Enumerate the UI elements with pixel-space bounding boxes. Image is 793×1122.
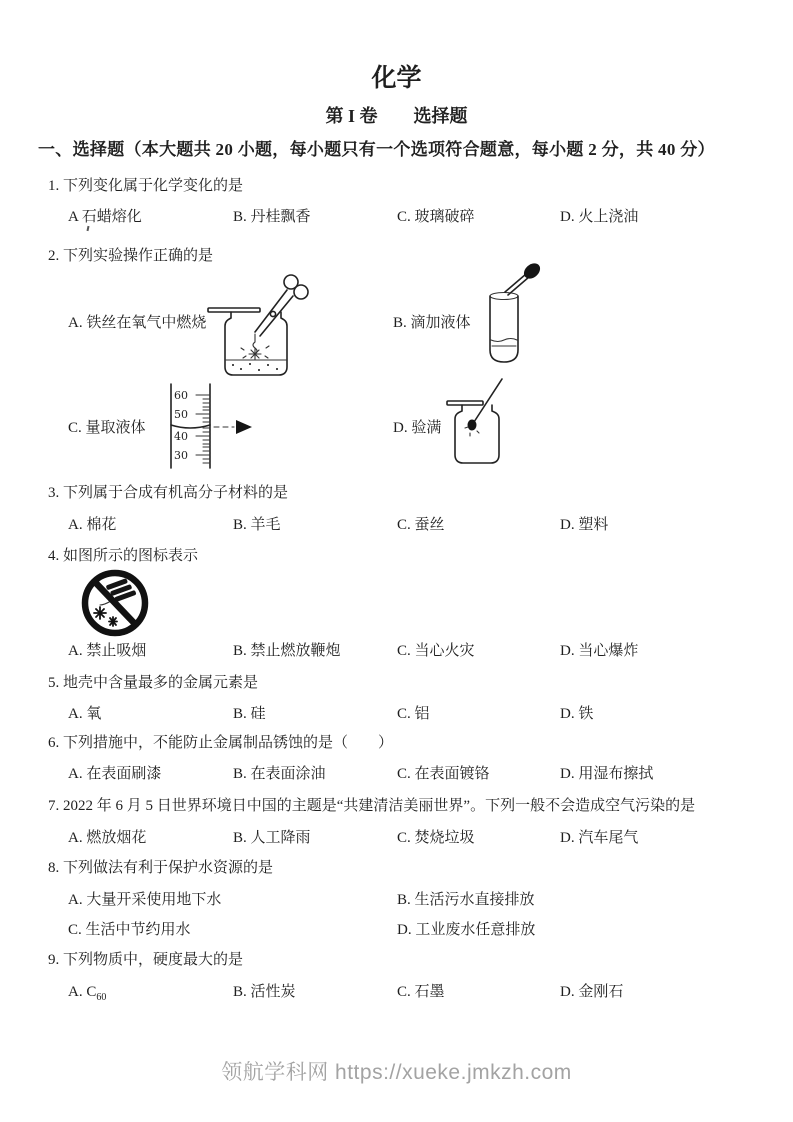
option-c: C. 玻璃破碎 — [397, 209, 475, 225]
option-a-formula: A. C — [68, 984, 97, 1000]
section-header: 一、选择题（本大题共 20 小题，每小题只有一个选项符合题意，每小题 2 分，共 40 分） — [38, 140, 715, 159]
question-text: 2. 下列实验操作正确的是 — [48, 248, 214, 264]
option-c: C. 生活中节约用水 — [68, 922, 191, 938]
option-a — [68, 982, 106, 1008]
option-b: B. 禁止燃放鞭炮 — [233, 643, 341, 659]
option-b: B. 羊毛 — [233, 517, 281, 533]
option-c: C. 蚕丝 — [397, 517, 445, 533]
option-d: D. 金刚石 — [560, 984, 624, 1000]
scale-30: 30 — [174, 449, 188, 462]
option-a: A 石蜡熔化 — [68, 209, 142, 225]
option-d: D. 铁 — [560, 706, 594, 722]
option-c: C. 石墨 — [397, 984, 445, 1000]
iron-wire-burning-diagram — [203, 264, 315, 382]
paper-part-subtitle: 第 I 卷 选择题 — [325, 106, 468, 126]
option-b: B. 活性炭 — [233, 984, 296, 1000]
question-text: 8. 下列做法有利于保护水资源的是 — [48, 860, 274, 876]
question-text: 1. 下列变化属于化学变化的是 — [48, 178, 244, 194]
option-d: D. 汽车尾气 — [560, 830, 639, 846]
option-a: A. 大量开采使用地下水 — [68, 892, 222, 908]
option-c: C. 铝 — [397, 706, 430, 722]
option-c: C. 在表面镀铬 — [397, 766, 490, 782]
option-c: C. 当心火灾 — [397, 643, 475, 659]
option-a: A. 燃放烟花 — [68, 830, 147, 846]
option-a: A. 在表面刷漆 — [68, 766, 162, 782]
option-b: B. 人工降雨 — [233, 830, 311, 846]
page-title: 化学 — [371, 65, 422, 92]
option-d: D. 火上浇油 — [560, 209, 639, 225]
option-d: D. 工业废水任意排放 — [397, 922, 536, 938]
scale-40: 40 — [174, 430, 188, 443]
option-d: D. 当心爆炸 — [560, 643, 639, 659]
option-a: A. 铁丝在氧气中燃烧 — [68, 315, 207, 331]
option-d: D. 验满 — [393, 420, 442, 436]
question-text: 6. 下列措施中，不能防止金属制品锈蚀的是（ ） — [48, 735, 394, 751]
option-a-subscript: 60 — [96, 992, 107, 1003]
question-text: 9. 下列物质中，硬度最大的是 — [48, 952, 244, 968]
question-text: 3. 下列属于合成有机高分子材料的是 — [48, 485, 289, 501]
scale-50: 50 — [174, 408, 188, 421]
option-b: B. 滴加液体 — [393, 315, 471, 331]
option-b: B. 在表面涂油 — [233, 766, 326, 782]
option-c: C. 量取液体 — [68, 420, 146, 436]
checking-gas-fullness-diagram — [443, 377, 515, 467]
option-b: B. 硅 — [233, 706, 266, 722]
option-c: C. 焚烧垃圾 — [397, 830, 475, 846]
option-a: A. 棉花 — [68, 517, 117, 533]
watermark-site-link: 领航学科网 https://xueke.jmkzh.com — [221, 1061, 572, 1084]
dropping-liquid-diagram — [468, 260, 548, 370]
eye-icon — [236, 420, 252, 434]
option-d: D. 塑料 — [560, 517, 609, 533]
no-fireworks-prohibition-icon — [80, 568, 150, 638]
option-d: D. 用湿布擦拭 — [560, 766, 654, 782]
scan-artifact-mark — [87, 226, 90, 231]
measuring-liquid-diagram — [164, 383, 260, 469]
option-b: B. 生活污水直接排放 — [397, 892, 535, 908]
option-a: A. 禁止吸烟 — [68, 643, 147, 659]
question-text: 7. 2022 年 6 月 5 日世界环境日中国的主题是“共建清洁美丽世界”。下列一般不会造成空气污染的是 — [48, 798, 696, 814]
question-text: 5. 地壳中含量最多的金属元素是 — [48, 675, 259, 691]
option-a: A. 氧 — [68, 706, 102, 722]
option-b: B. 丹桂飘香 — [233, 209, 311, 225]
scale-60: 60 — [174, 389, 188, 402]
question-text: 4. 如图所示的图标表示 — [48, 548, 199, 564]
